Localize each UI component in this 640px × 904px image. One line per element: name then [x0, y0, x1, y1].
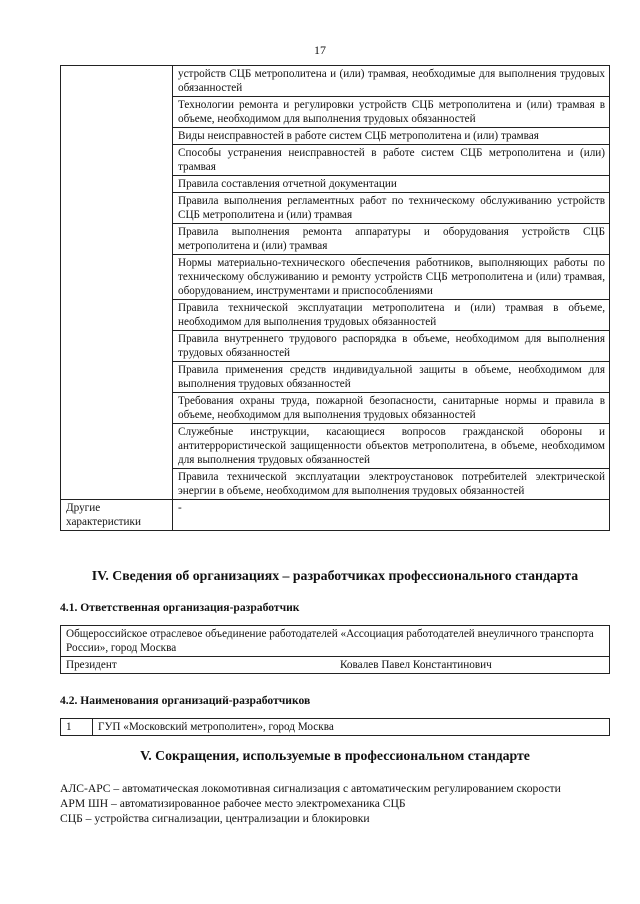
- table-cell: Технологии ремонта и регулировки устройств СЦБ метрополитена и (или) трамвая в объеме, необходимом для выполнения трудовых обязанностей: [173, 97, 610, 128]
- list-item: АЛС-АРС – автоматическая локомотивная сигнализация с автоматическим регулированием скорости: [60, 782, 561, 795]
- table-cell: Правила технической эксплуатации электроустановок потребителей электрической энергии в объеме, необходимом для выполнения трудовых обязанностей: [173, 469, 610, 500]
- table-cell: Виды неисправностей в работе систем СЦБ метрополитена и (или) трамвая: [173, 128, 610, 145]
- other-characteristics-value: -: [173, 500, 610, 531]
- table-cell: Служебные инструкции, касающиеся вопросов гражданской обороны и антитеррористической защищенности объектов метрополитена, в объеме, необходимом для выполнения трудовых обязанностей: [173, 424, 610, 469]
- page-number: 17: [314, 43, 326, 57]
- subsection-4-1-title: 4.1. Ответственная организация-разработчик: [60, 601, 300, 614]
- table-cell: Правила применения средств индивидуальной защиты в объеме, необходимом для выполнения трудовых обязанностей: [173, 362, 610, 393]
- abbreviations-list: [60, 782, 610, 827]
- list-item: АРМ ШН – автоматизированное рабочее место электромеханика СЦБ: [60, 797, 406, 810]
- table-cell: Требования охраны труда, пожарной безопасности, санитарные нормы и правила в объеме, необходимом для выполнения трудовых обязанностей: [173, 393, 610, 424]
- dev-name-cell: ГУП «Московский метрополитен», город Москва: [93, 719, 610, 736]
- table-cell: Правила выполнения ремонта аппаратуры и оборудования устройств СЦБ метрополитена и (или) трамвая: [173, 224, 610, 255]
- knowledge-table: [60, 65, 610, 531]
- table-cell: устройств СЦБ метрополитена и (или) трамвая, необходимые для выполнения трудовых обязанностей: [173, 66, 610, 97]
- table-cell: Способы устранения неисправностей в работе систем СЦБ метрополитена и (или) трамвая: [173, 145, 610, 176]
- table-cell: Правила выполнения регламентных работ по техническому обслуживанию устройств СЦБ метрополитена и (или) трамвая: [173, 193, 610, 224]
- table-row: [61, 626, 610, 657]
- responsible-org-table: [60, 625, 610, 674]
- table-cell: Правила технической эксплуатации метрополитена и (или) трамвая в объеме, необходимом для выполнения трудовых обязанностей: [173, 300, 610, 331]
- table-row: [61, 66, 610, 97]
- table-cell: Правила внутреннего трудового распорядка в объеме, необходимом для выполнения трудовых обязанностей: [173, 331, 610, 362]
- table-cell: Правила составления отчетной документации: [173, 176, 610, 193]
- developers-table: [60, 718, 610, 736]
- org-name-cell: Общероссийское отраслевое объединение работодателей «Ассоциация работодателей внеуличного транспорта России», город Москва: [61, 626, 610, 657]
- org-person-cell: Ковалев Павел Константинович: [335, 657, 610, 674]
- org-role-cell: Президент: [61, 657, 336, 674]
- subsection-4-2-title: 4.2. Наименования организаций-разработчиков: [60, 694, 311, 707]
- other-characteristics-label: Другие характеристики: [61, 500, 173, 531]
- table-label-cell: [61, 66, 173, 500]
- table-cell: Нормы материально-технического обеспечения работников, выполняющих работы по техническому обслуживанию и ремонту устройств СЦБ метрополитена и (или) трамвая, оборудованием, инструментами и приспособлениями: [173, 255, 610, 300]
- section-5-title: V. Сокращения, используемые в профессиональном стандарте: [140, 748, 530, 763]
- table-row-other: [61, 500, 610, 531]
- dev-number-cell: 1: [61, 719, 93, 736]
- table-row: [61, 657, 610, 674]
- table-row: [61, 719, 610, 736]
- section-4-title: IV. Сведения об организациях – разработчиках профессионального стандарта: [91, 568, 579, 583]
- list-item: СЦБ – устройства сигнализации, централизации и блокировки: [60, 812, 370, 825]
